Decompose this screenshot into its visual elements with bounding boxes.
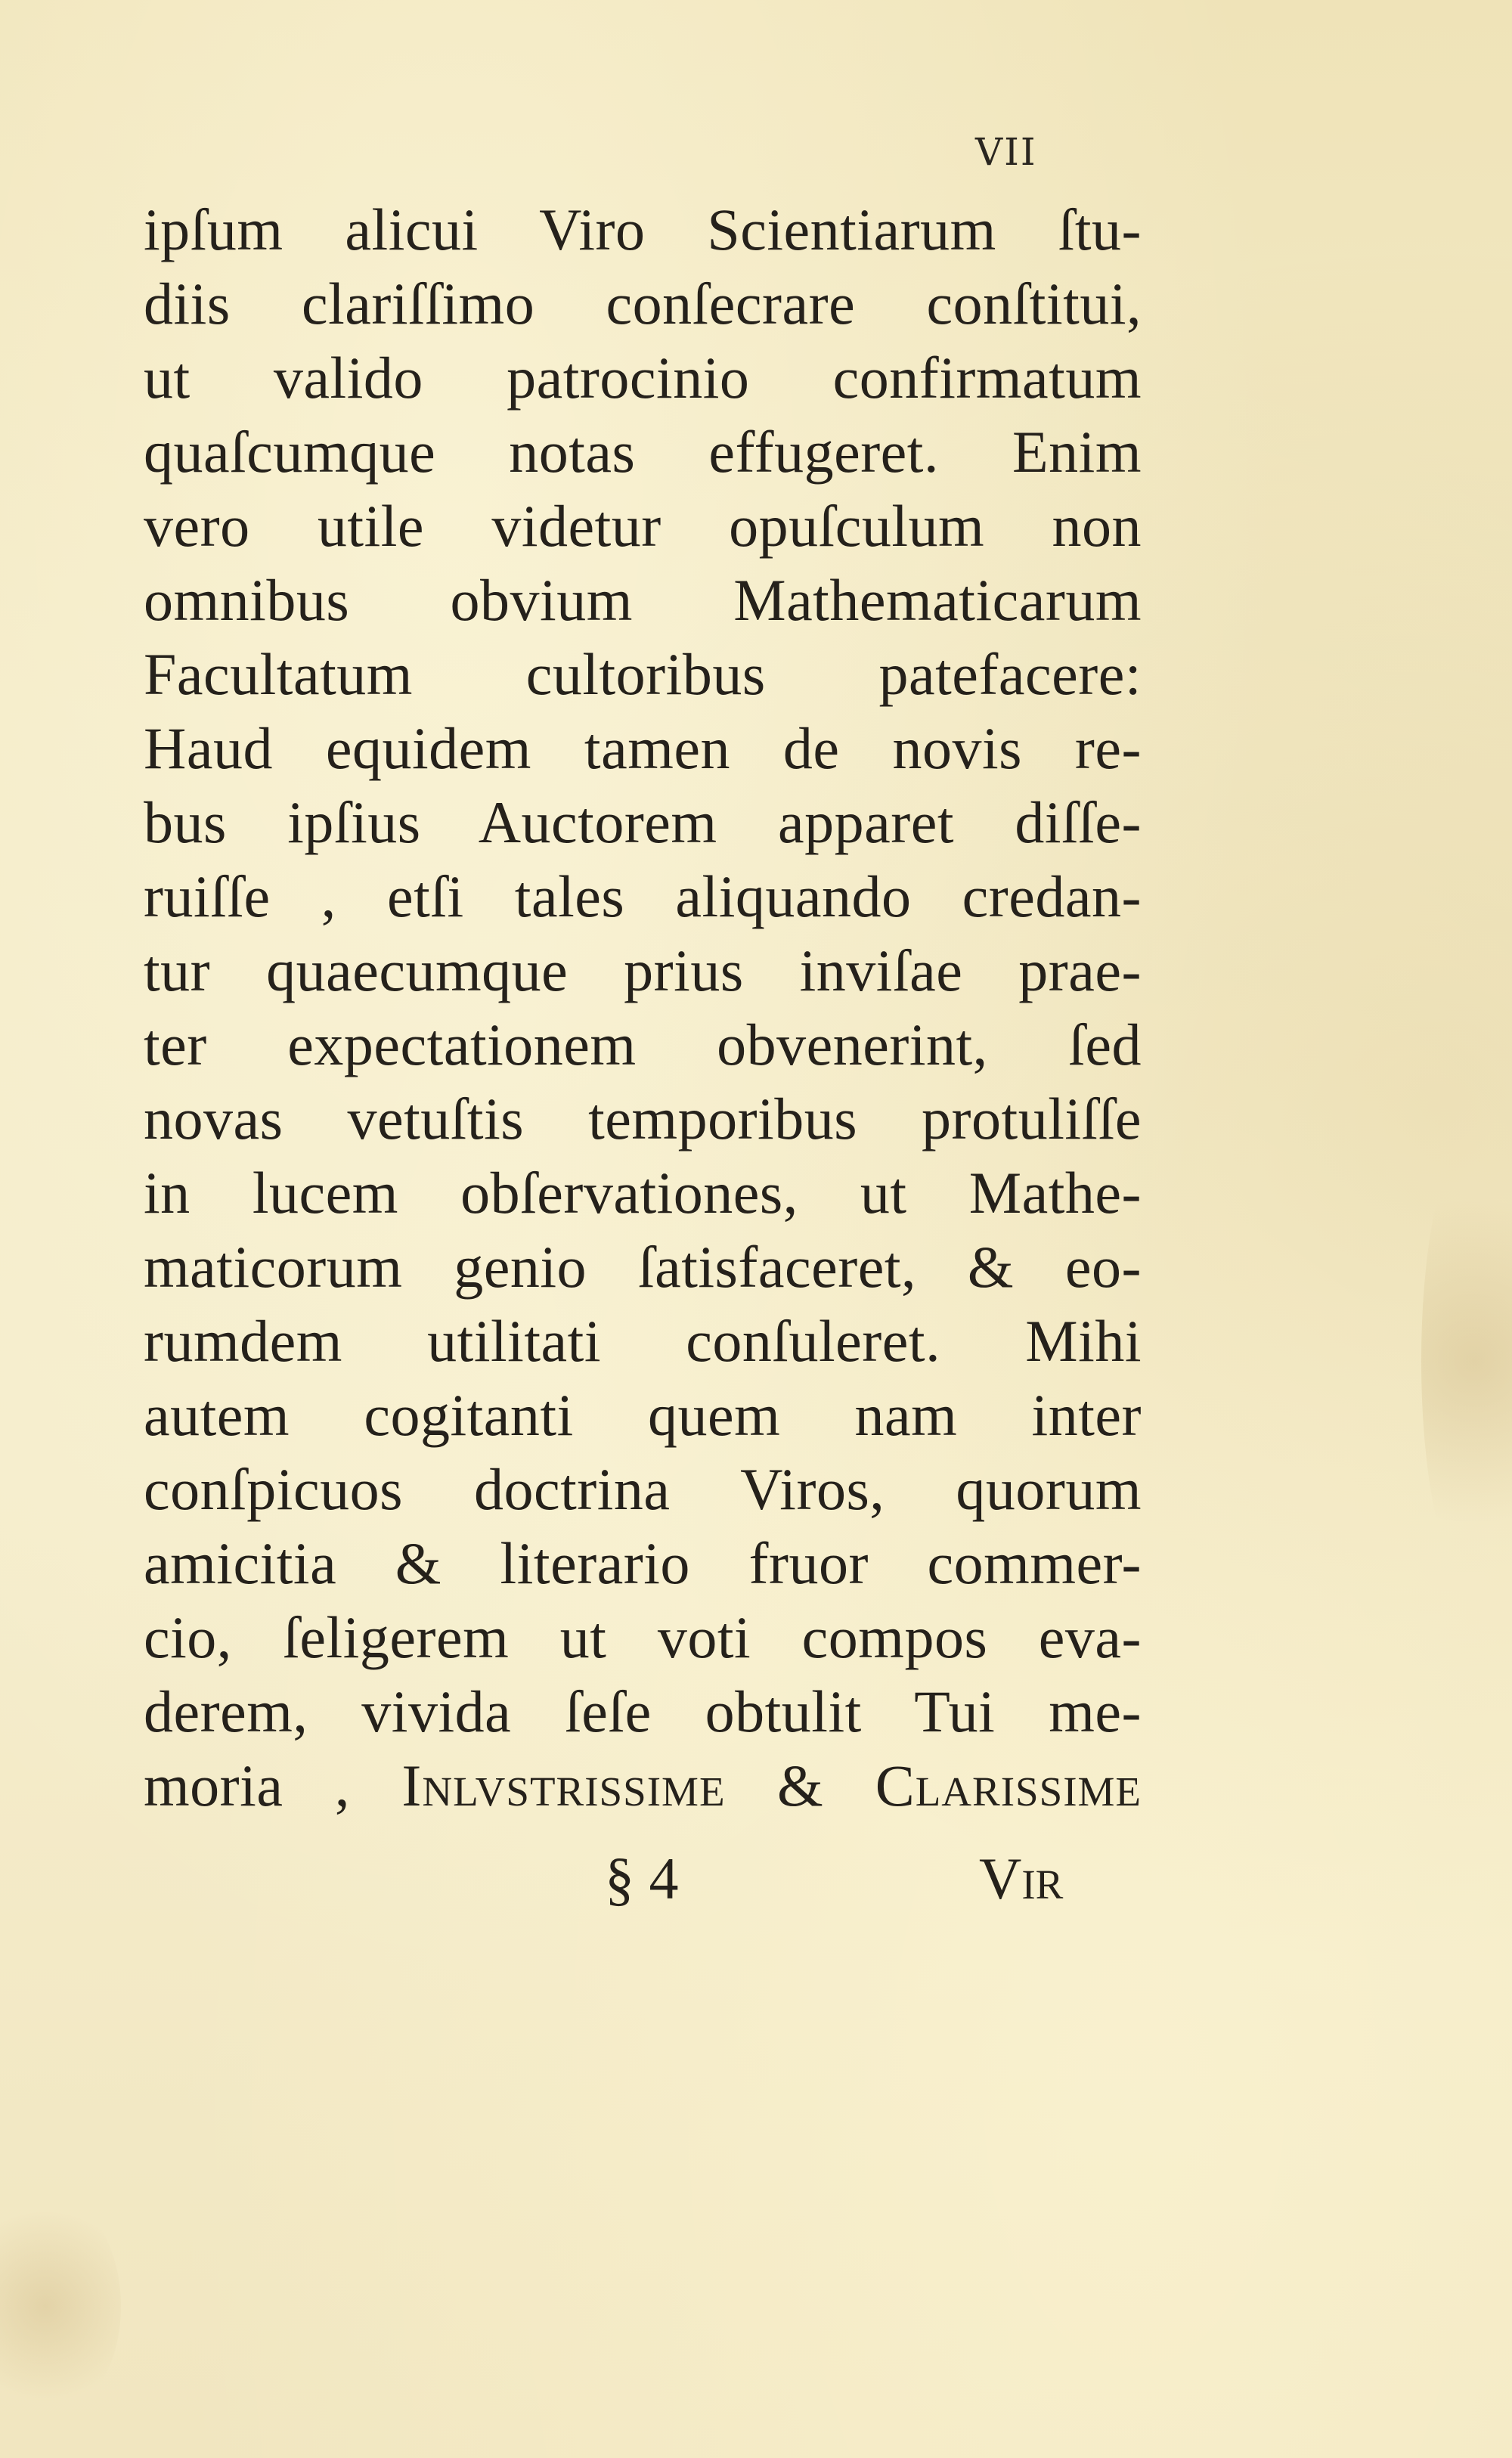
last-line-start: moria , xyxy=(144,1753,350,1818)
text-line: derem, vivida ſeſe obtulit Tui me- xyxy=(144,1678,1142,1744)
text-line: ut valido patrocinio confirmatum xyxy=(144,345,1142,411)
text-line: bus ipſius Auctorem apparet diſſe- xyxy=(144,789,1142,855)
honorific-title: Clarissime xyxy=(875,1753,1142,1818)
text-line: conſpicuos doctrina Viros, quorum xyxy=(144,1456,1142,1522)
text-line: Facultatum cultoribus patefacere: xyxy=(144,641,1142,707)
page-number: VII xyxy=(975,130,1037,174)
text-line: cio, ſeligerem ut voti compos eva- xyxy=(144,1604,1142,1670)
text-line: ter expectationem obvenerint, ſed xyxy=(144,1012,1142,1077)
ampersand: & xyxy=(777,1753,824,1818)
text-line: Haud equidem tamen de novis re- xyxy=(144,715,1142,781)
paper-stain xyxy=(1421,1134,1512,1588)
text-line: tur quaecumque prius inviſae prae- xyxy=(144,938,1142,1003)
text-line: novas vetuſtis temporibus protuliſſe xyxy=(144,1086,1142,1152)
text-line: ipſum alicui Viro Scientiarum ſtu- xyxy=(144,197,1142,262)
text-line: diis clariſſimo conſecrare conſtitui, xyxy=(144,271,1142,336)
text-line: maticorum genio ſatisfaceret, & eo- xyxy=(144,1234,1142,1300)
signature-mark: § 4 xyxy=(605,1846,679,1911)
text-line: ruiſſe , etſi tales aliquando credan- xyxy=(144,863,1142,929)
text-line: quaſcumque notas effugeret. Enim xyxy=(144,419,1142,485)
honorific-title: Inlvstrissime xyxy=(401,1753,726,1818)
text-line: rumdem utilitati conſuleret. Mihi xyxy=(144,1308,1142,1374)
paper-stain xyxy=(0,2193,121,2419)
text-line: autem cogitanti quem nam inter xyxy=(144,1382,1142,1448)
text-line: amicitia & literario fruor commer- xyxy=(144,1530,1142,1596)
text-line-last xyxy=(144,1749,1142,1823)
text-line: in lucem obſervationes, ut Mathe- xyxy=(144,1160,1142,1226)
catchword: Vir xyxy=(979,1846,1064,1911)
text-line: vero utile videtur opuſculum non xyxy=(144,493,1142,559)
body-text xyxy=(144,193,1142,1823)
text-line: omnibus obvium Mathematicarum xyxy=(144,567,1142,633)
